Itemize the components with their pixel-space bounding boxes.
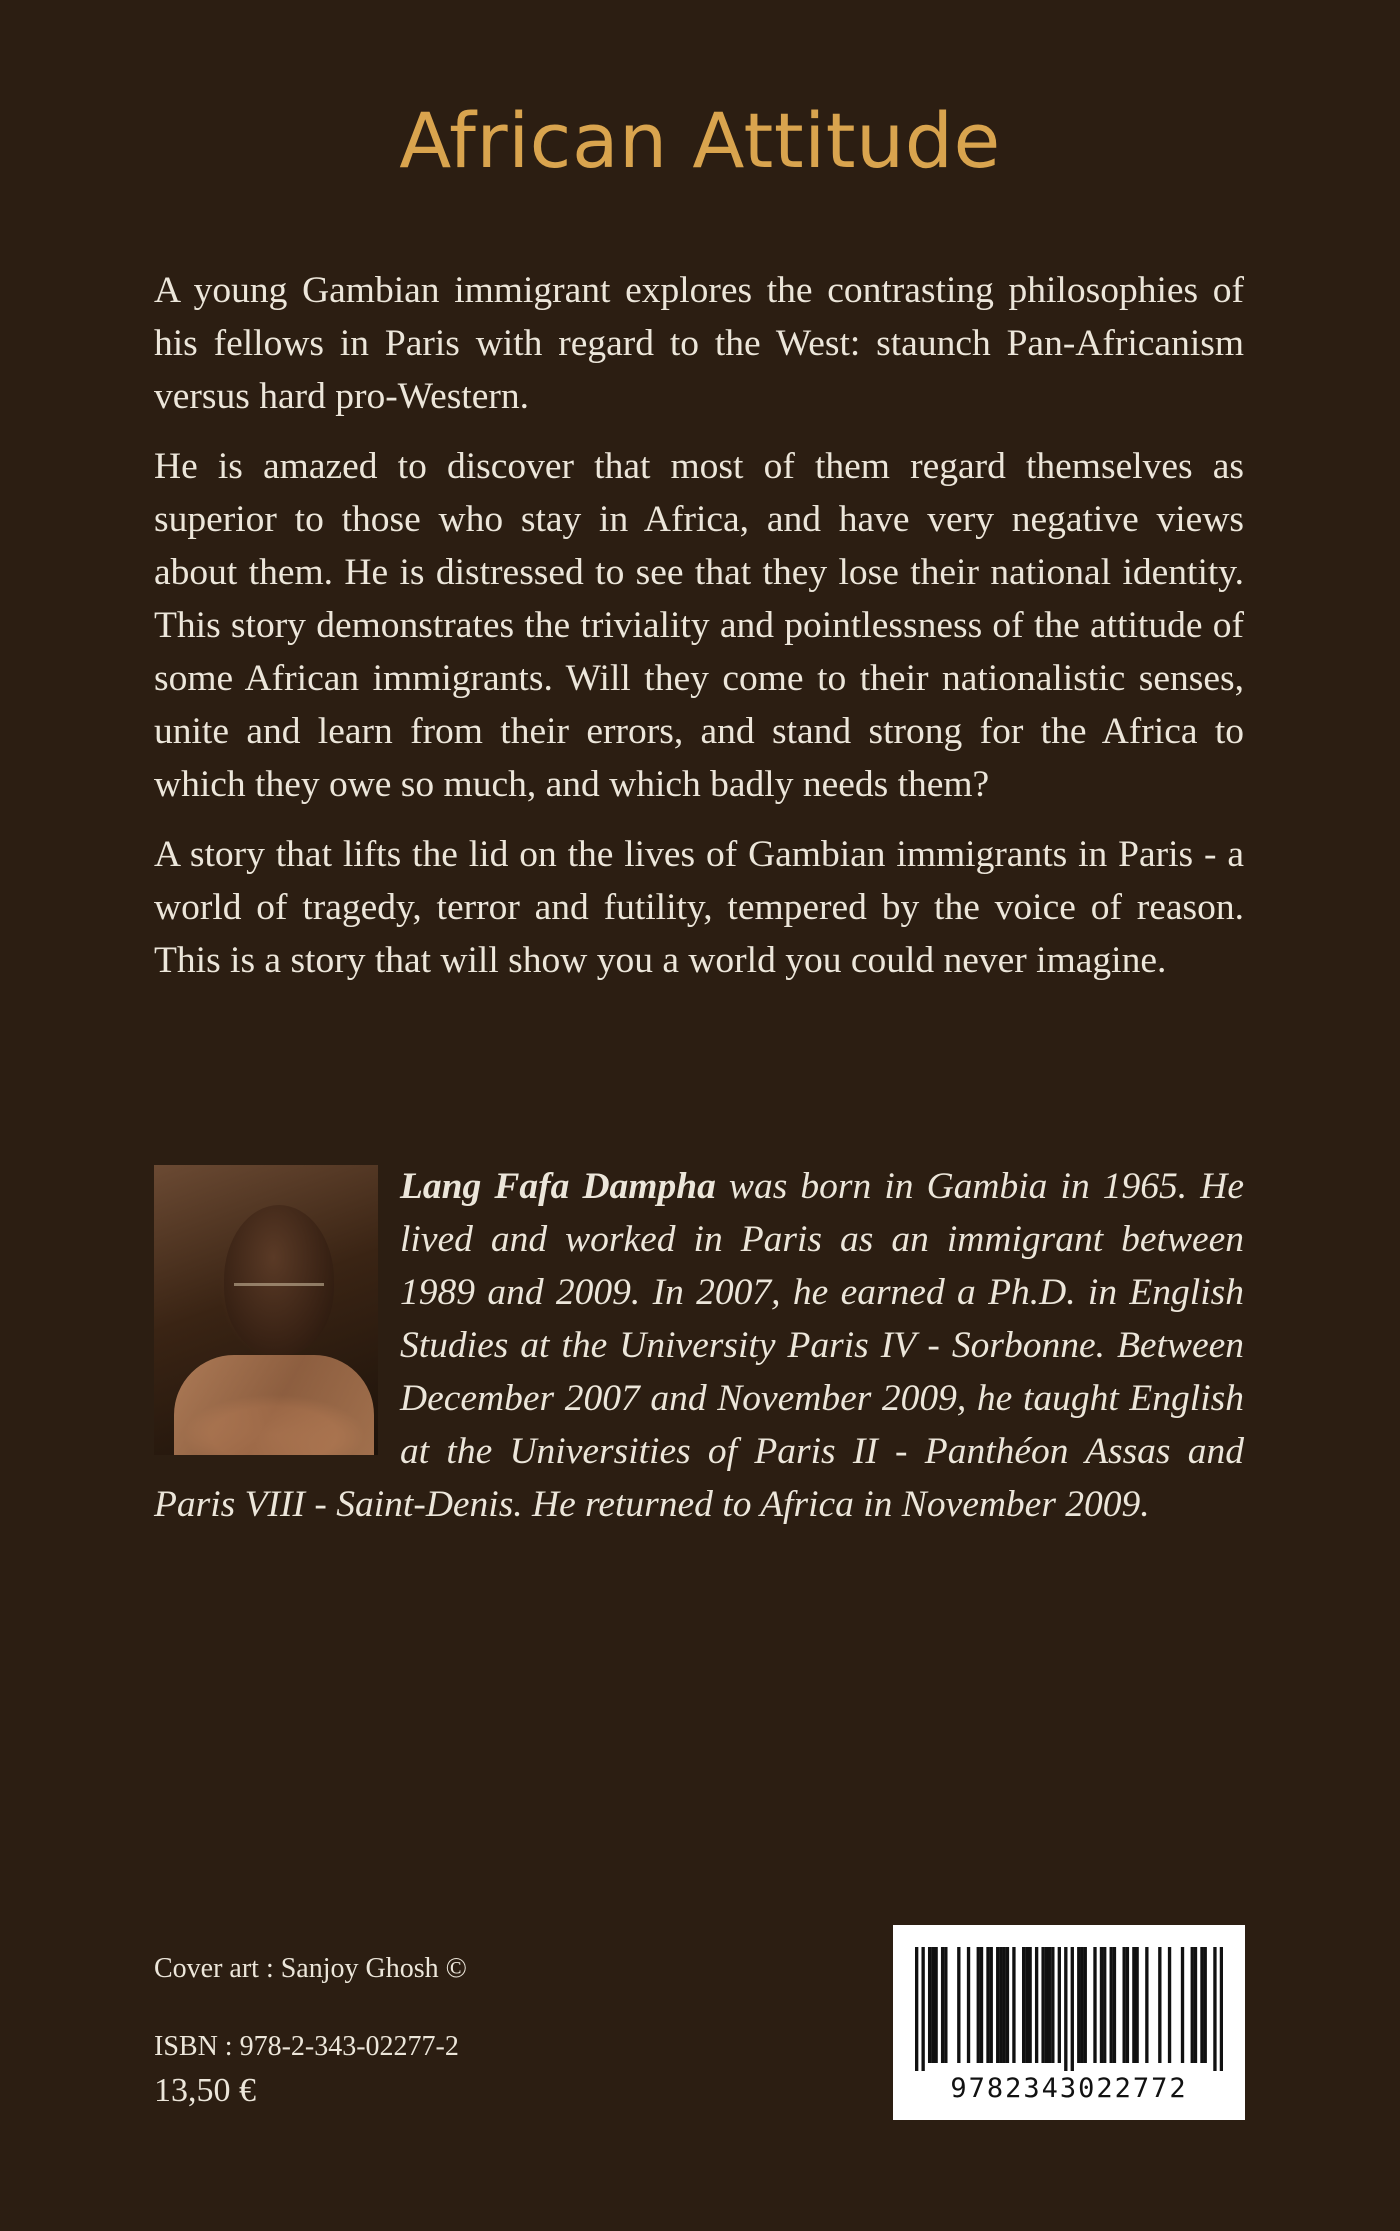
barcode-bar: [1012, 1947, 1015, 2063]
barcode-bar: [980, 1947, 983, 2063]
barcode-bar: [915, 1947, 918, 2071]
barcode-bar: [1194, 1947, 1197, 2063]
barcode-bar: [1200, 1947, 1203, 2063]
barcode-bars: [915, 1947, 1223, 2071]
barcode-bar: [1132, 1947, 1135, 2063]
barcode-bar: [1122, 1947, 1125, 2063]
author-bio: [154, 1160, 1244, 1531]
barcode-bar: [1048, 1947, 1051, 2063]
barcode-bar: [1100, 1947, 1103, 2063]
barcode-bar: [1093, 1947, 1096, 2063]
barcode-bar: [1126, 1947, 1129, 2063]
barcode: [893, 1925, 1245, 2120]
barcode-bar: [1135, 1947, 1138, 2063]
barcode-bar: [1045, 1947, 1048, 2063]
barcode-bar: [1220, 1947, 1223, 2071]
isbn: ISBN : 978-2-343-02277-2: [154, 2031, 459, 2062]
barcode-bar: [1035, 1947, 1038, 2063]
barcode-bar: [999, 1947, 1002, 2063]
barcode-bar: [967, 1947, 970, 2063]
barcode-bar: [1103, 1947, 1106, 2063]
author-photo: [154, 1165, 378, 1455]
author-name: Lang Fafa Dampha: [400, 1166, 716, 1207]
barcode-bar: [1080, 1947, 1083, 2063]
barcode-bar: [1084, 1947, 1087, 2063]
blurb-paragraph: He is amazed to discover that most of them regard themselves as superior to those who stay in Africa, and have very negative views about them. He is distressed to see that they lose their national identity. This story demonstrates the triviality and pointlessness of the attitude of some African immigrants. Will they come to their nationalistic senses, unite and learn from their errors, and stand strong for the Africa to which they owe so much, and which badly needs them?: [154, 446, 1244, 805]
blurb-paragraph: A young Gambian immigrant explores the contrasting philosophies of his fellows in Paris with regard to the West: staunch Pan-Africanism versus hard pro-Western.: [154, 270, 1244, 417]
barcode-bar: [931, 1947, 934, 2063]
barcode-bar: [1064, 1947, 1067, 2071]
barcode-bar: [1191, 1947, 1194, 2063]
barcode-bar: [1003, 1947, 1006, 2063]
barcode-bar: [941, 1947, 944, 2063]
barcode-bar: [977, 1947, 980, 2063]
barcode-bar: [1181, 1947, 1184, 2063]
barcode-bar: [990, 1947, 993, 2063]
barcode-bar: [957, 1947, 960, 2063]
barcode-bar: [1028, 1947, 1031, 2063]
barcode-bar: [1145, 1947, 1148, 2063]
blurb-paragraph: A story that lifts the lid on the lives of Gambian immigrants in Paris - a world of tragedy, terror and futility, tempered by the voice of reason. This is a story that will show you a world you could never imagine.: [154, 834, 1244, 981]
barcode-bar: [1213, 1947, 1216, 2071]
price: 13,50 €: [154, 2072, 256, 2109]
barcode-bar: [1204, 1947, 1207, 2063]
barcode-bar: [921, 1947, 924, 2071]
barcode-bar: [1158, 1947, 1161, 2063]
barcode-digits: 9782343022772: [950, 2073, 1188, 2104]
barcode-bar: [944, 1947, 947, 2063]
cover-art-credit: Cover art : Sanjoy Ghosh ©: [154, 1953, 467, 1984]
barcode-bar: [1006, 1947, 1009, 2063]
barcode-bar: [1168, 1947, 1171, 2063]
barcode-bar: [996, 1947, 999, 2063]
barcode-bar: [1058, 1947, 1061, 2063]
barcode-bar: [986, 1947, 989, 2063]
barcode-bar: [934, 1947, 937, 2063]
barcode-bar: [1071, 1947, 1074, 2071]
barcode-bar: [1041, 1947, 1044, 2063]
book-blurb: [154, 264, 1244, 1004]
barcode-bar: [1051, 1947, 1054, 2063]
book-title: African Attitude: [399, 96, 1001, 185]
barcode-bar: [1022, 1947, 1025, 2063]
author-bio-text: was born in Gambia in 1965. He lived and worked in Paris as an immigrant between 1989 and 2009. In 2007, he earned a Ph.D. in English Studies at the University Paris IV - Sorbonne. Between December 2007 and November 2009, he taught English at the Universities of Paris II - Panthéon Assas and Paris VIII - Saint-Denis. He returned to Africa in November 2009.: [154, 1166, 1245, 1525]
barcode-bar: [928, 1947, 931, 2063]
barcode-bar: [1077, 1947, 1080, 2063]
barcode-bar: [1113, 1947, 1116, 2063]
barcode-bar: [1110, 1947, 1113, 2063]
barcode-bar: [1025, 1947, 1028, 2063]
